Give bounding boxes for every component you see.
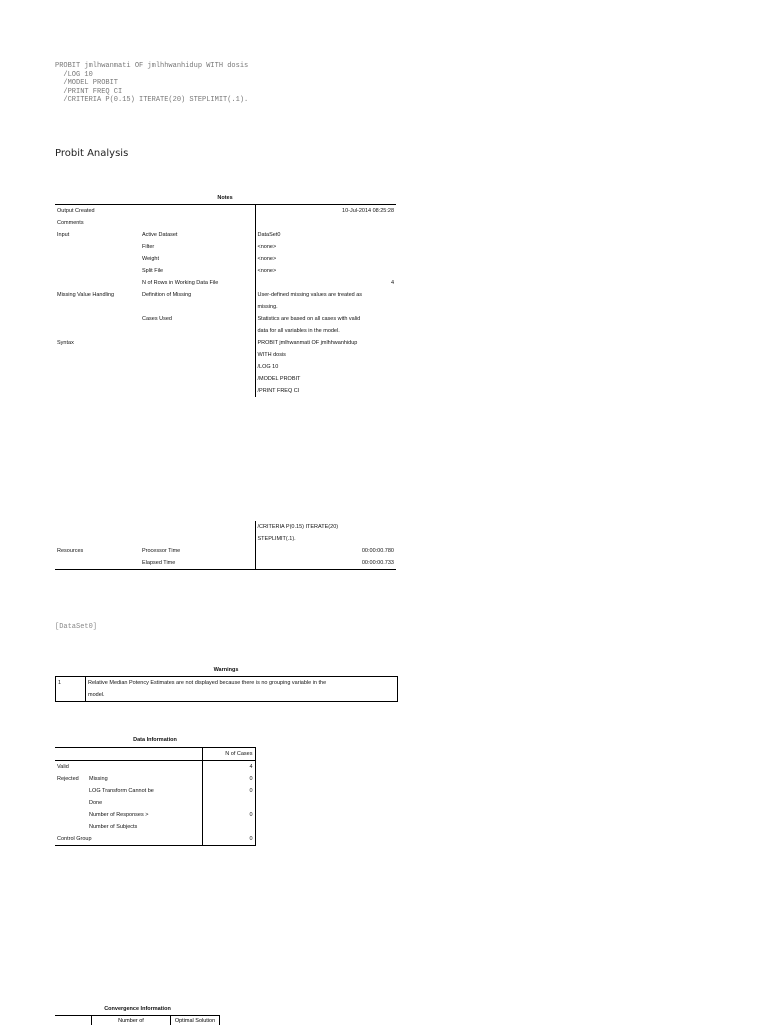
page-heading: Probit Analysis [55, 148, 129, 159]
notes-table-continued [55, 521, 396, 570]
table-row [55, 217, 396, 229]
table-row [55, 373, 396, 385]
table-row [55, 301, 396, 313]
row-sublabel: Weight [142, 256, 160, 262]
dataset-tag: [DataSet0] [55, 623, 98, 631]
row-label: Rejected [57, 776, 79, 782]
cell-value: 0 [202, 809, 255, 821]
table-row [55, 773, 255, 785]
row-sublabel: Processor Time [142, 548, 181, 554]
row-label: Output Created [55, 205, 140, 218]
table-row [56, 677, 398, 690]
row-label: Valid [57, 764, 69, 770]
cell-value: <none> [255, 265, 396, 277]
cell-value: 00:00:00.733 [255, 557, 396, 570]
column-divider [170, 1016, 171, 1025]
table-row [55, 785, 255, 797]
table-row [55, 337, 396, 349]
table-row [55, 521, 396, 533]
syntax-line: /MODEL PROBIT [55, 79, 119, 87]
table-row [55, 229, 396, 241]
row-label: Control Group [55, 833, 87, 846]
row-sublabel: LOG Transform Cannot be [89, 788, 154, 794]
table-row [55, 833, 255, 846]
table-row [55, 205, 396, 218]
row-sublabel: Definition of Missing [142, 292, 192, 298]
row-label: Resources [57, 548, 84, 554]
cell-value: 0 [202, 773, 255, 785]
cell-value: /CRITERIA P(0.15) ITERATE(20) [255, 521, 396, 533]
cell-value: User-defined missing values are treated as [255, 289, 396, 301]
column-divider [219, 1016, 220, 1025]
table-row [55, 797, 255, 809]
cell-value: <none> [255, 241, 396, 253]
table-row [55, 748, 255, 761]
table-row [55, 821, 255, 833]
row-sublabel: Active Dataset [142, 232, 178, 238]
convergence-title: Convergence Information [104, 1006, 171, 1012]
warning-text: model. [88, 692, 105, 698]
cell-value: PROBIT jmlhwanmati OF jmlhhwanhidup [255, 337, 396, 349]
table-row [55, 313, 396, 325]
syntax-block [55, 62, 248, 105]
cell-value: 00:00:00.780 [255, 545, 396, 557]
row-label: Comments [57, 220, 84, 226]
table-row [55, 533, 396, 545]
cell-value: missing. [255, 301, 396, 313]
row-sublabel: Elapsed Time [140, 557, 255, 570]
row-sublabel: Cases Used [142, 316, 172, 322]
row-sublabel: Number of Subjects [89, 824, 138, 830]
syntax-line: /PRINT FREQ CI [55, 87, 123, 96]
table-row [55, 349, 396, 361]
cell-value: <none> [255, 253, 396, 265]
table-row [55, 325, 396, 337]
cell-value: 0 [202, 785, 255, 797]
notes-table [55, 204, 396, 397]
row-sublabel: N of Rows in Working Data File [142, 280, 219, 286]
column-header: Optimal Solution [174, 1018, 216, 1024]
row-sublabel: Missing [89, 776, 108, 782]
warning-number: 1 [56, 677, 86, 702]
cell-value: WITH dosis [255, 349, 396, 361]
row-sublabel: Done [89, 800, 103, 806]
syntax-line: /CRITERIA P(0.15) ITERATE(20) STEPLIMIT(.1). [55, 96, 249, 104]
row-label: Syntax [57, 340, 74, 346]
row-sublabel: Filter [142, 244, 155, 250]
table-row [55, 557, 396, 570]
cell-value: 0 [202, 833, 255, 846]
syntax-line: /LOG 10 [55, 70, 93, 79]
column-header: N of Cases [202, 748, 255, 761]
table-row [55, 809, 255, 821]
table-row [55, 289, 396, 301]
data-info-table [55, 747, 256, 846]
cell-value: DataSet0 [255, 229, 396, 241]
data-info-title: Data Information [133, 737, 177, 743]
table-row [55, 545, 396, 557]
warning-text: Relative Median Potency Estimates are not displayed because there is no grouping variable in the [88, 680, 327, 686]
row-label: Missing Value Handling [57, 292, 115, 298]
cell-value: /LOG 10 [255, 361, 396, 373]
column-header: Number of [118, 1018, 144, 1024]
row-label: Input [57, 232, 70, 238]
cell-value: data for all variables in the model. [255, 325, 396, 337]
cell-value: 4 [255, 277, 396, 289]
table-row [56, 689, 398, 702]
syntax-line: PROBIT jmlhwanmati OF jmlhhwanhidup WITH dosis [55, 62, 249, 70]
row-sublabel: Number of Responses > [89, 812, 149, 818]
warnings-title: Warnings [213, 667, 239, 673]
cell-value: 10-Jul-2014 08:25:28 [255, 205, 396, 218]
warnings-table [55, 676, 398, 702]
row-sublabel: Split File [142, 268, 164, 274]
table-row [55, 277, 396, 289]
cell-value: /MODEL PROBIT [255, 373, 396, 385]
table-row [55, 265, 396, 277]
table-row [55, 253, 396, 265]
cell-value: 4 [202, 761, 255, 774]
table-row [55, 385, 396, 397]
table-row [55, 241, 396, 253]
column-divider [91, 1016, 92, 1025]
notes-title: Notes [217, 195, 233, 201]
cell-value: STEPLIMIT(.1). [255, 533, 396, 545]
table-row [55, 361, 396, 373]
cell-value: Statistics are based on all cases with valid [255, 313, 396, 325]
cell-value: /PRINT FREQ CI [255, 385, 396, 397]
convergence-table [55, 1015, 220, 1025]
table-row [55, 761, 255, 774]
